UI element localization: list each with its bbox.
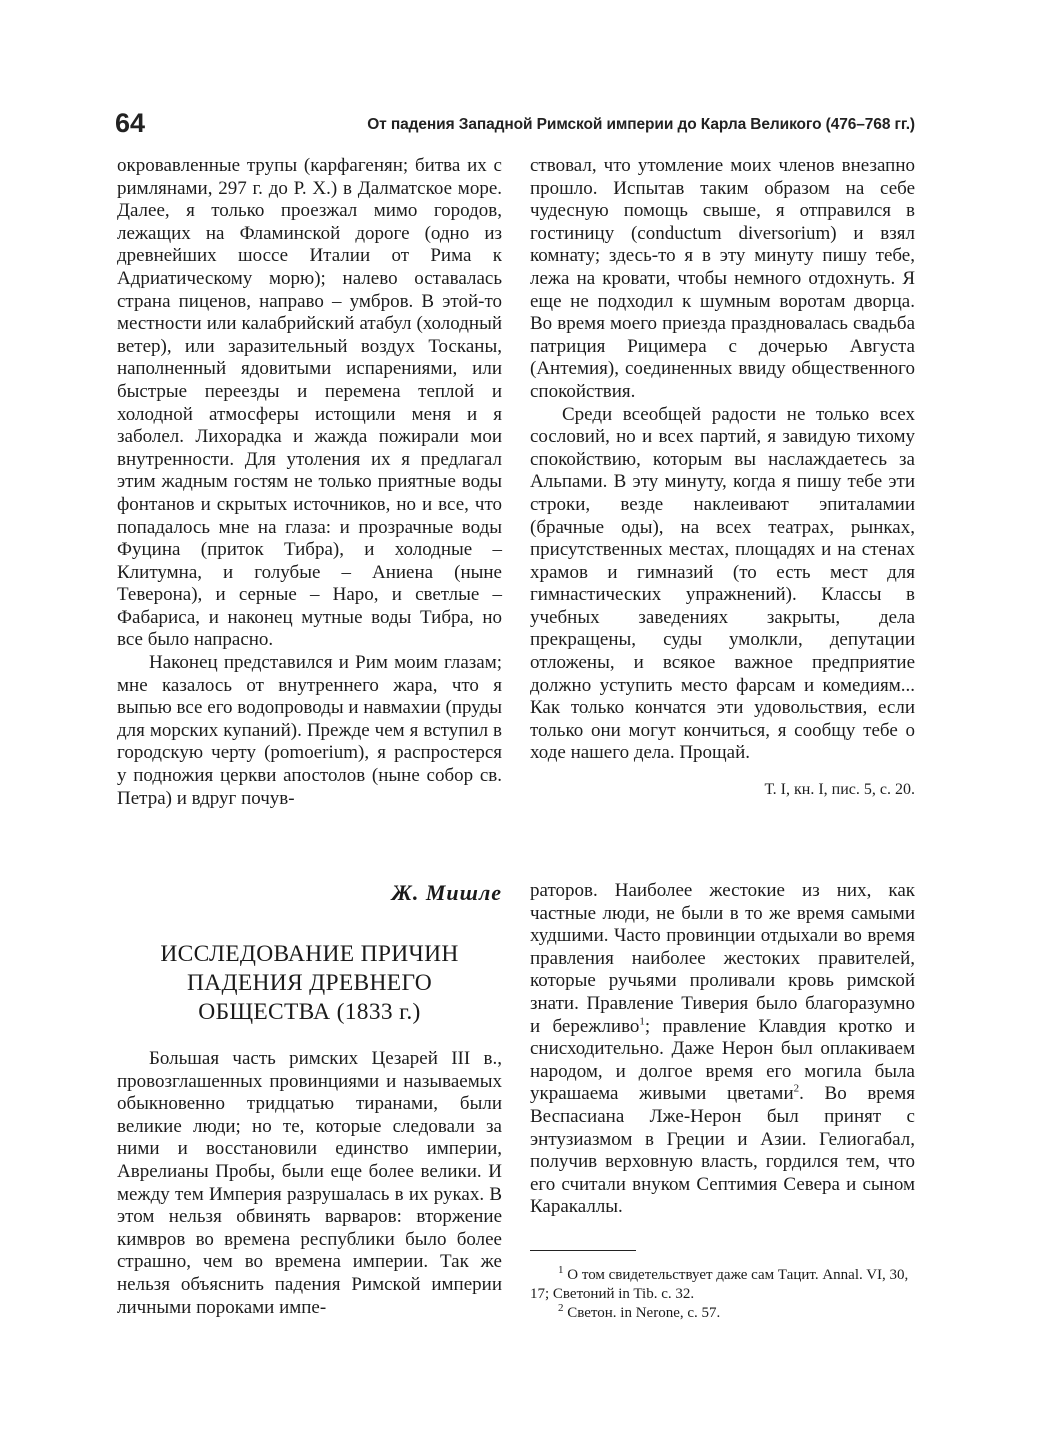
page-number: 64 <box>115 108 146 138</box>
footnote-divider <box>530 1250 636 1251</box>
title-line: ИССЛЕДОВАНИЕ ПРИЧИН <box>160 941 459 967</box>
footnote-marker[interactable]: 2 <box>793 1083 800 1096</box>
running-title: От падения Западной Римской империи до Карла Великого (476–768 гг.) <box>367 116 915 133</box>
footnotes <box>530 1266 915 1323</box>
source-reference: Т. I, кн. I, пис. 5, с. 20. <box>764 781 915 799</box>
text-run: ; правление Клавдия кротко и снисходительно. Даже Нерон был оплакиваем народом, и долгое время его могила была украшаема живыми цветами <box>530 1015 915 1105</box>
paragraph: Среди всеобщей радости не только всех сословий, но и всех партий, я завидую тихому спокойствию, которым вы наслаждаетесь за Альпами. В эту минуту, когда я пишу тебе эти строки, везде наклеивают эпиталамии (брачные оды), на всех театрах, рынках, присутственных местах, площадях и на стенах храмов и гимназий (то есть мест для гимнастических упражнений). Классы в учебных заведениях закрыты, дела прекращены, суды умолкли, депутации отложены, и всякое важное предприятие должно уступить место фарсам и комедиям... Как только кончатся эти удовольствия, если только они могут кончиться, я сообщу тебе о ходе нашего дела. Прощай. <box>530 403 915 764</box>
right-column-top <box>530 155 915 802</box>
text-run: . Во время Веспасиана Лже-Нерон был принят с энтузиазмом в Греции и Азии. Гелиогабал, получив верховную власть, гордился тем, что его считали внуком Септимия Севера и сыном Каракаллы. <box>530 1083 915 1218</box>
footnote-number: 1 <box>558 1264 564 1276</box>
left-column-top <box>117 155 502 810</box>
paragraph: окровавленные трупы (карфагенян; битва их с римлянами, 297 г. до Р. Х.) в Далматское море. Далее, я только проезжал мимо городов, лежащих на Фламинской дороге (одно из древнейших шоссе Италии от Рима к Адриатическому морю); налево оставалась страна пиценов, направо – умбров. В этой-то местности или калабрийский атабул (холодный ветер), или заразительный воздух Тосканы, наполненный ядовитыми испарениями, или быстрые переезды и перемена теплой и холодной атмосферы истощили меня и я заболел. Лихорадка и жажда пожирали мои внутренности. Для утоления их я предлагал этим жадным гостям не только приятные воды фонтанов и скрытых источников, но и все, что попадалось мне на глаза: и прозрачные воды Фуцина (приток Тибра), и холодные – Клитумна, и голубые – Аниена (ныне Теверона), и серные – Наро, и светлые – Фабариса, и наконец мутные воды Тибра, но все было напрасно. <box>117 155 502 651</box>
paragraph: Большая часть римских Цезарей III в., провозглашенных провинциями и называемых обыкновенно тридцатью тиранами, были великие люди; но те, которые следовали за ними и восстановили единство империи, Аврелианы Пробы, были еще более велики. И между тем Империя разрушалась в их руках. В этом нельзя обвинять варваров: вторжение кимвров во времена республики было более страшно, чем во времена империи. Так же нельзя объяснить падения Римской империи личными пороками импе- <box>117 1048 502 1318</box>
paragraph: ствовал, что утомление моих членов внезапно прошло. Испытав таким образом на себе чудесную помощь свыше, я отправился в гостиницу (conductum diversorium) и взял комнату; здесь-то я в эту минуту пишу тебе, лежа на кровати, чтобы немного отдохнуть. Я еще не подходил к шумным воротам дворца. Во время моего приезда праздновалась свадьба патриция Рицимера с дочерью Августа (Антемия), соединенных ввиду общественного спокойствия. <box>530 155 915 402</box>
article-title <box>117 940 502 1027</box>
footnote-text: О том свидетельствует даже сам Тацит. Annal. VI, 30, 17; Светоний in Tib. c. 32. <box>530 1267 909 1302</box>
paragraph: Наконец представился и Рим моим глазам; мне казалось от внутреннего жара, что я выпью все его водопроводы и навмахии (пруды для морских купаний). Прежде чем я вступил в городскую черту (pomoerium), я распростерся у подножия церкви апостолов (ныне собор св. Петра) и вдруг почув- <box>117 652 502 809</box>
left-column-article <box>117 1048 502 1319</box>
footnote-marker[interactable]: 1 <box>639 1015 645 1028</box>
right-column-article <box>530 880 915 1219</box>
text-run: раторов. Наиболее жестокие из них, как частные люди, не были в то же время самыми худшими. Часто провинции отдыхали во время правления наиболее жестоких правителей, которые ручьями проливали кровь римской знати. Правление Тиверия было благоразумно и бережливо <box>530 880 915 1037</box>
footnote <box>530 1266 915 1304</box>
footnote-number: 2 <box>558 1302 564 1314</box>
footnote <box>530 1304 915 1323</box>
article-author: Ж. Мишле <box>391 880 502 905</box>
title-line: ПАДЕНИЯ ДРЕВНЕГО <box>186 970 433 996</box>
paragraph <box>530 880 915 1219</box>
footnote-text: Светон. in Nerone, c. 57. <box>563 1305 721 1321</box>
title-line: ОБЩЕСТВА (1833 г.) <box>198 999 421 1025</box>
